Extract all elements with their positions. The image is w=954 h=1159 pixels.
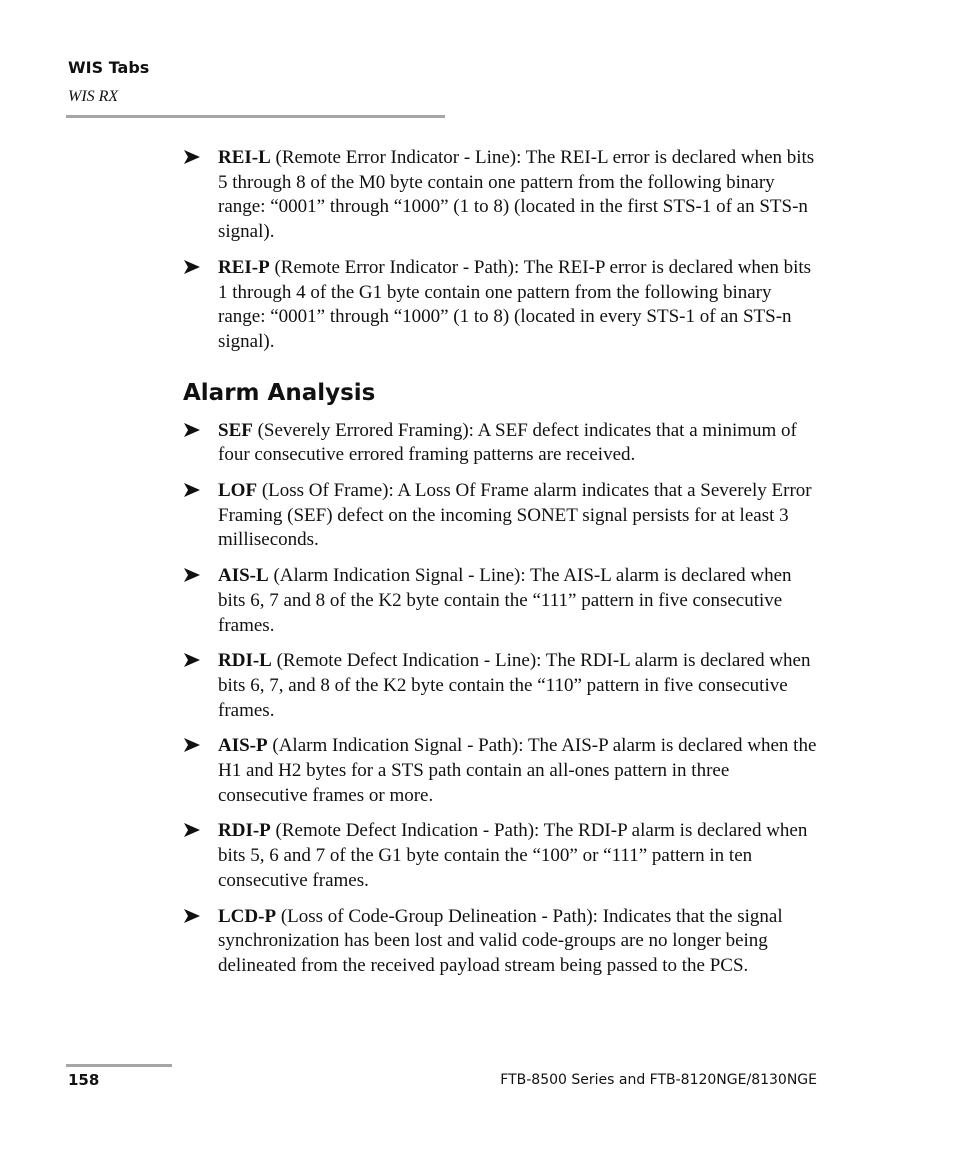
arrow-bullet-icon	[183, 482, 201, 498]
arrow-bullet-icon	[183, 422, 201, 438]
header-rule	[66, 115, 445, 118]
definition: (Remote Error Indicator - Line): The REI-L error is declared when bits 5 through 8 of the M0 byte contain one pattern from the following binary range: “0001” through “1000” (1 to 8) (located in the first STS-1 of an STS-n signal).	[218, 147, 815, 243]
list-item	[183, 734, 823, 808]
list-item	[183, 419, 823, 468]
definition: (Remote Error Indicator - Path): The REI-P error is declared when bits 1 through 4 of the G1 byte contain one pattern from the following binary range: “0001” through “1000” (1 to 8) (located in every STS-1 of an STS-n signal).	[218, 256, 812, 352]
term: REI-P	[218, 256, 270, 278]
list-item	[183, 819, 823, 893]
definition: (Alarm Indication Signal - Path): The AIS-P alarm is declared when the H1 and H2 bytes for a STS path contain an all-ones pattern in three consecutive frames or more.	[218, 735, 817, 806]
list-item	[183, 564, 823, 638]
definition: (Alarm Indication Signal - Line): The AIS-L alarm is declared when bits 6, 7 and 8 of the K2 byte contain the “111” pattern in five consecutive frames.	[218, 565, 792, 636]
definition: (Remote Defect Indication - Line): The RDI-L alarm is declared when bits 6, 7, and 8 of the K2 byte contain the “110” pattern in five consecutive frames.	[218, 650, 811, 721]
list-item	[183, 256, 823, 355]
arrow-bullet-icon	[183, 737, 201, 753]
section-title: WIS Tabs	[68, 58, 150, 77]
term: LCD-P	[218, 905, 277, 927]
term: RDI-P	[218, 820, 271, 842]
running-header	[68, 57, 149, 108]
term: REI-L	[218, 147, 271, 168]
definition: (Loss Of Frame): A Loss Of Frame alarm indicates that a Severely Error Framing (SEF) defect on the incoming SONET signal persists for at least 3 milliseconds.	[218, 480, 812, 551]
term: RDI-L	[218, 650, 272, 672]
arrow-bullet-icon	[183, 652, 201, 668]
footer-product-title: FTB-8500 Series and FTB-8120NGE/8130NGE	[500, 1072, 817, 1088]
definition: (Loss of Code-Group Delineation - Path): Indicates that the signal synchronization has been lost and valid code-groups are no longer being delineated from the received payload stream being passed to the PCS.	[218, 905, 783, 976]
page-number: 158	[68, 1071, 100, 1089]
definition: (Remote Defect Indication - Path): The RDI-P alarm is declared when bits 5, 6 and 7 of the G1 byte contain the “100” or “111” pattern in ten consecutive frames.	[218, 820, 808, 891]
subsection-title: WIS RX	[68, 88, 119, 105]
term: AIS-P	[218, 735, 268, 757]
list-item	[183, 479, 823, 553]
arrow-bullet-icon	[183, 259, 201, 275]
page-content	[183, 146, 823, 990]
arrow-bullet-icon	[183, 567, 201, 583]
term: LOF	[218, 480, 258, 502]
arrow-bullet-icon	[183, 149, 201, 165]
section-heading: Alarm Analysis	[183, 379, 376, 406]
term: SEF	[218, 419, 253, 441]
list-item	[183, 146, 823, 245]
arrow-bullet-icon	[183, 908, 201, 924]
term: AIS-L	[218, 565, 269, 587]
definition: (Severely Errored Framing): A SEF defect indicates that a minimum of four consecutive errored framing patterns are received.	[218, 419, 797, 466]
arrow-bullet-icon	[183, 822, 201, 838]
list-item	[183, 649, 823, 723]
footer-rule	[66, 1064, 172, 1067]
list-item	[183, 905, 823, 979]
